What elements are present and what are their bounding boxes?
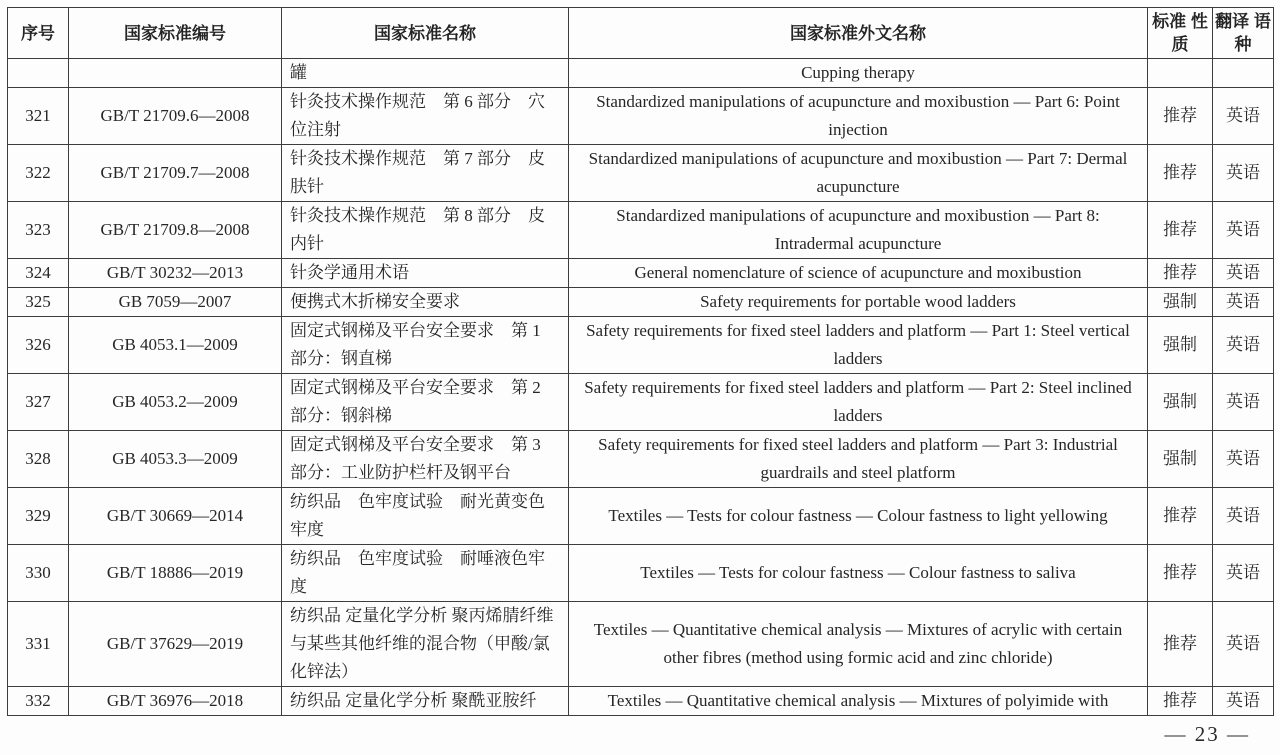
cell-language: 英语 [1213,288,1274,317]
cell-serial: 324 [8,259,69,288]
table-row [8,488,1274,545]
cell-language: 英语 [1213,374,1274,431]
cell-language [1213,59,1274,88]
cell-standard-code: GB/T 21709.8—2008 [69,202,282,259]
table-row [8,431,1274,488]
cell-name-zh: 针灸技术操作规范 第 6 部分 穴位注射 [282,88,569,145]
cell-name-zh: 固定式钢梯及平台安全要求 第 3 部分：工业防护栏杆及钢平台 [282,431,569,488]
cell-serial: 331 [8,602,69,687]
header-cell-name-zh: 国家标准名称 [282,8,569,59]
cell-name-en: General nomenclature of science of acupuncture and moxibustion [569,259,1148,288]
cell-name-en: Safety requirements for fixed steel ladders and platform — Part 2: Steel inclined ladders [569,374,1148,431]
page-number: — 23 — [1164,722,1250,746]
table-row [8,545,1274,602]
cell-name-en: Standardized manipulations of acupuncture and moxibustion — Part 7: Dermal acupuncture [569,145,1148,202]
table-row [8,687,1274,716]
cell-name-zh: 纺织品 定量化学分析 聚丙烯腈纤维与某些其他纤维的混合物（甲酸/氯化锌法） [282,602,569,687]
cell-name-en: Standardized manipulations of acupuncture and moxibustion — Part 8: Intradermal acupuncture [569,202,1148,259]
cell-nature: 强制 [1148,288,1213,317]
cell-standard-code: GB/T 30232—2013 [69,259,282,288]
table-row [8,374,1274,431]
cell-nature: 推荐 [1148,545,1213,602]
cell-serial: 322 [8,145,69,202]
cell-standard-code [69,59,282,88]
cell-name-en: Textiles — Tests for colour fastness — Colour fastness to light yellowing [569,488,1148,545]
cell-standard-code: GB/T 21709.7—2008 [69,145,282,202]
cell-language: 英语 [1213,687,1274,716]
cell-nature: 推荐 [1148,259,1213,288]
cell-name-zh: 纺织品 色牢度试验 耐光黄变色牢度 [282,488,569,545]
cell-serial: 330 [8,545,69,602]
cell-name-zh: 便携式木折梯安全要求 [282,288,569,317]
header-cell-lang: 翻译 语种 [1213,8,1274,59]
table-row [8,202,1274,259]
cell-standard-code: GB/T 30669—2014 [69,488,282,545]
cell-name-en: Safety requirements for fixed steel ladders and platform — Part 1: Steel vertical ladders [569,317,1148,374]
cell-standard-code: GB/T 37629—2019 [69,602,282,687]
cell-language: 英语 [1213,202,1274,259]
cell-standard-code: GB 4053.1—2009 [69,317,282,374]
cell-language: 英语 [1213,431,1274,488]
cell-name-zh: 纺织品 色牢度试验 耐唾液色牢度 [282,545,569,602]
table-body [8,59,1274,716]
cell-language: 英语 [1213,488,1274,545]
cell-serial [8,59,69,88]
cell-nature: 推荐 [1148,88,1213,145]
cell-name-zh: 针灸技术操作规范 第 7 部分 皮肤针 [282,145,569,202]
cell-nature: 推荐 [1148,602,1213,687]
cell-language: 英语 [1213,602,1274,687]
header-cell-serial: 序号 [8,8,69,59]
cell-name-en: Textiles — Tests for colour fastness — Colour fastness to saliva [569,545,1148,602]
cell-name-en: Textiles — Quantitative chemical analysis — Mixtures of acrylic with certain other fibres (method using formic acid and zinc chloride) [569,602,1148,687]
table-row [8,602,1274,687]
cell-language: 英语 [1213,88,1274,145]
cell-serial: 321 [8,88,69,145]
cell-name-zh: 固定式钢梯及平台安全要求 第 2 部分：钢斜梯 [282,374,569,431]
cell-serial: 328 [8,431,69,488]
cell-standard-code: GB 4053.3—2009 [69,431,282,488]
cell-standard-code: GB/T 18886—2019 [69,545,282,602]
cell-standard-code: GB 7059—2007 [69,288,282,317]
table-header [8,8,1274,59]
cell-serial: 323 [8,202,69,259]
cell-name-en: Safety requirements for portable wood ladders [569,288,1148,317]
cell-language: 英语 [1213,259,1274,288]
cell-name-zh: 针灸技术操作规范 第 8 部分 皮内针 [282,202,569,259]
standards-table [7,7,1274,716]
table-row [8,145,1274,202]
header-cell-name-en: 国家标准外文名称 [569,8,1148,59]
cell-nature: 推荐 [1148,202,1213,259]
cell-name-en: Textiles — Quantitative chemical analysis — Mixtures of polyimide with [569,687,1148,716]
cell-nature: 推荐 [1148,687,1213,716]
cell-name-zh: 纺织品 定量化学分析 聚酰亚胺纤 [282,687,569,716]
header-cell-nature: 标准 性质 [1148,8,1213,59]
table-header-row [8,8,1274,59]
cell-serial: 325 [8,288,69,317]
cell-nature: 强制 [1148,374,1213,431]
cell-nature: 强制 [1148,317,1213,374]
cell-nature: 推荐 [1148,145,1213,202]
table-row [8,288,1274,317]
cell-nature [1148,59,1213,88]
cell-nature: 强制 [1148,431,1213,488]
cell-language: 英语 [1213,145,1274,202]
cell-serial: 332 [8,687,69,716]
cell-serial: 326 [8,317,69,374]
header-cell-code: 国家标准编号 [69,8,282,59]
cell-serial: 329 [8,488,69,545]
cell-name-en: Standardized manipulations of acupuncture and moxibustion — Part 6: Point injection [569,88,1148,145]
table-row [8,88,1274,145]
cell-name-zh: 针灸学通用术语 [282,259,569,288]
table-row [8,317,1274,374]
cell-serial: 327 [8,374,69,431]
cell-standard-code: GB 4053.2—2009 [69,374,282,431]
cell-language: 英语 [1213,317,1274,374]
table-row [8,59,1274,88]
cell-name-zh: 固定式钢梯及平台安全要求 第 1 部分：钢直梯 [282,317,569,374]
cell-standard-code: GB/T 21709.6—2008 [69,88,282,145]
cell-name-en: Safety requirements for fixed steel ladders and platform — Part 3: Industrial guardrails and steel platform [569,431,1148,488]
cell-nature: 推荐 [1148,488,1213,545]
cell-name-en: Cupping therapy [569,59,1148,88]
cell-standard-code: GB/T 36976—2018 [69,687,282,716]
table-row [8,259,1274,288]
cell-language: 英语 [1213,545,1274,602]
cell-name-zh: 罐 [282,59,569,88]
